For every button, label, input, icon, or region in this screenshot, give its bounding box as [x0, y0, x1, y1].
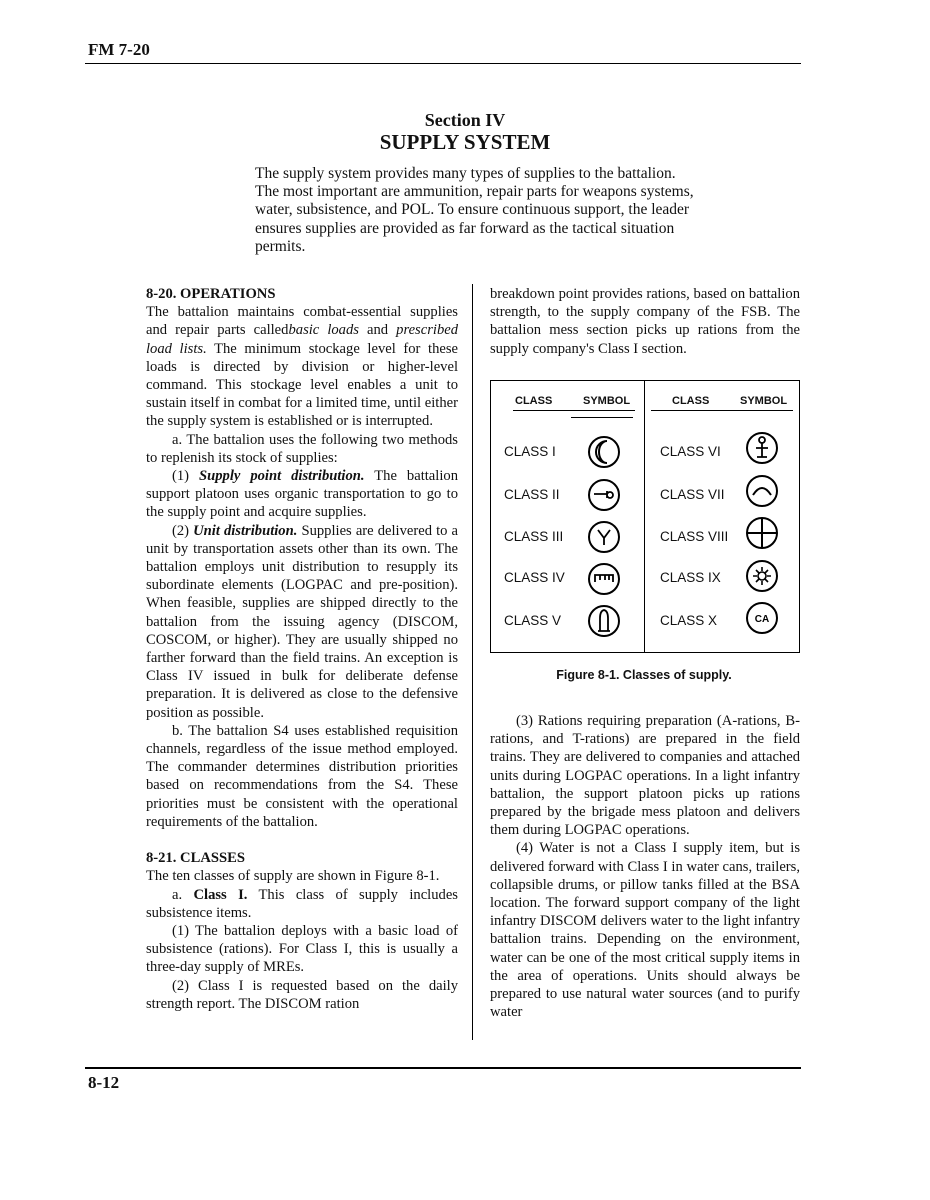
footer-rule [85, 1067, 801, 1069]
label-class-ix: CLASS IX [660, 570, 721, 585]
label-class-v: CLASS V [504, 613, 562, 628]
left-column [146, 285, 458, 1013]
paragraph-water: (4) Water is not a Class I supply item, but is delivered forward with Class I in water cans, trailers, collapsible drums, or pillow tanks filled at the BSA location. The forward support company of the light infantry DISCOM delivers water to the light infantry battalion trains. Depending on the environment, water can be one of the most critical supply items in the area of operations. Units should always be prepared to use natural water sources (and to purify water [490, 840, 800, 1021]
heading-operations: 8-20. OPERATIONS [146, 286, 276, 302]
figure-divider [644, 381, 645, 652]
svg-text:CA: CA [754, 614, 770, 625]
cross-circle-icon [745, 515, 779, 551]
label-class-iii: CLASS III [504, 529, 564, 544]
figure-caption: Figure 8-1. Classes of supply. [556, 668, 732, 682]
label-class-iv: CLASS IV [504, 570, 565, 585]
header-rule [85, 63, 801, 64]
page-number: 8-12 [88, 1073, 120, 1092]
section-title: SUPPLY SYSTEM [379, 130, 551, 154]
section-label: Section IV [424, 110, 506, 130]
label-class-viii: CLASS VIII [660, 529, 729, 544]
header-class-right: CLASS [672, 395, 710, 407]
ca-icon [745, 600, 779, 636]
paragraph-class-i: a. Class I. This class of supply includes subsistence items. [146, 886, 458, 921]
funnel-icon [587, 519, 621, 555]
header-underline-right [651, 410, 793, 411]
right-column-top [490, 285, 800, 358]
bullet-icon [587, 603, 621, 639]
running-header: FM 7-20 [88, 40, 150, 59]
gear-icon [745, 558, 779, 594]
column-divider [472, 284, 473, 1040]
label-class-ii: CLASS II [504, 487, 560, 502]
classes-of-supply-figure [490, 380, 800, 653]
header-class-left: CLASS [515, 395, 553, 407]
label-class-vii: CLASS VII [660, 487, 725, 502]
header-underline-left-2 [571, 417, 633, 418]
header-symbol-right: SYMBOL [740, 395, 788, 407]
paragraph-unit-distribution: (2) Unit distribution. Supplies are delivered to a unit by transportation assets other than its own. The battalion employs unit distribution to resupply its subordinate elements (LOGPAC and pre-position). When feasible, supplies are shipped directly to the battalion from the issuing agency (DISCOM, COSCOM, or higher). They are usually shipped no farther forward than the field trains. An exception is Class IV issued in bulk for deliberate defense preparation. It is delivered as close to the defensive position as possible. [146, 522, 459, 721]
section-intro: The supply system provides many types of supplies to the battalion. The most important are ammunition, repair parts for weapons systems, water, subsistence, and POL. To ensure continuous support, the leader ensures supplies are provided as far forward as the tactical situation permits. [255, 165, 694, 255]
paragraph-daily-strength: (2) Class I is requested based on the daily strength report. The DISCOM ration [146, 977, 458, 1012]
person-icon [745, 430, 779, 466]
paragraph-basic-loads: The battalion maintains combat-essential supplies and repair parts calledbasic loads and prescribed load lists. The minimum stockage level for these loads is directed by division or higher-level command. This stockage level enables a unit to sustain itself in combat for a limited time, until either the supply system is established or is interrupted. [146, 304, 459, 430]
arc-icon [745, 473, 779, 509]
paragraph-basic-load-rations: (1) The battalion deploys with a basic load of subsistence (rations). For Class I, this is usually a three-day supply of MREs. [146, 922, 458, 976]
paragraph-ten-classes: The ten classes of supply are shown in Figure 8-1. [146, 868, 440, 885]
paragraph-supply-point: (1) Supply point distribution. The battalion support platoon uses organic transportation to go to the supply point and acquire supplies. [146, 468, 458, 521]
wrench-icon [587, 477, 621, 513]
label-class-i: CLASS I [504, 444, 556, 459]
header-symbol-left: SYMBOL [583, 395, 631, 407]
paragraph-methods: a. The battalion uses the following two methods to replenish its stock of supplies: [146, 431, 458, 466]
heading-classes: 8-21. CLASSES [146, 850, 245, 867]
girder-icon [587, 561, 621, 597]
label-class-x: CLASS X [660, 613, 718, 628]
paragraph-rations-preparation: (3) Rations requiring preparation (A-rations, B-rations, and T-rations) are prepared in the field trains. They are delivered to companies and attached units during LOGPAC operations. In a light infantry battalion, the support platoon picks up rations prepared by the brigade mess platoon and delivers them during LOGPAC operations. [490, 713, 800, 839]
header-underline-left [513, 410, 635, 411]
right-column-bottom [490, 712, 800, 1021]
paragraph-s4: b. The battalion S4 uses established requisition channels, regardless of the issue method employed. The commander determines distribution priorities based on recommendations from the S4. These priorities must be consistent with the operational requirements of the battalion. [146, 722, 458, 830]
paragraph-breakdown-point: breakdown point provides rations, based on battalion strength, to the supply company of the FSB. The battalion mess section picks up rations from the supply company's Class I section. [490, 286, 800, 357]
label-class-vi: CLASS VI [660, 444, 721, 459]
crescent-moon-icon [587, 434, 621, 470]
